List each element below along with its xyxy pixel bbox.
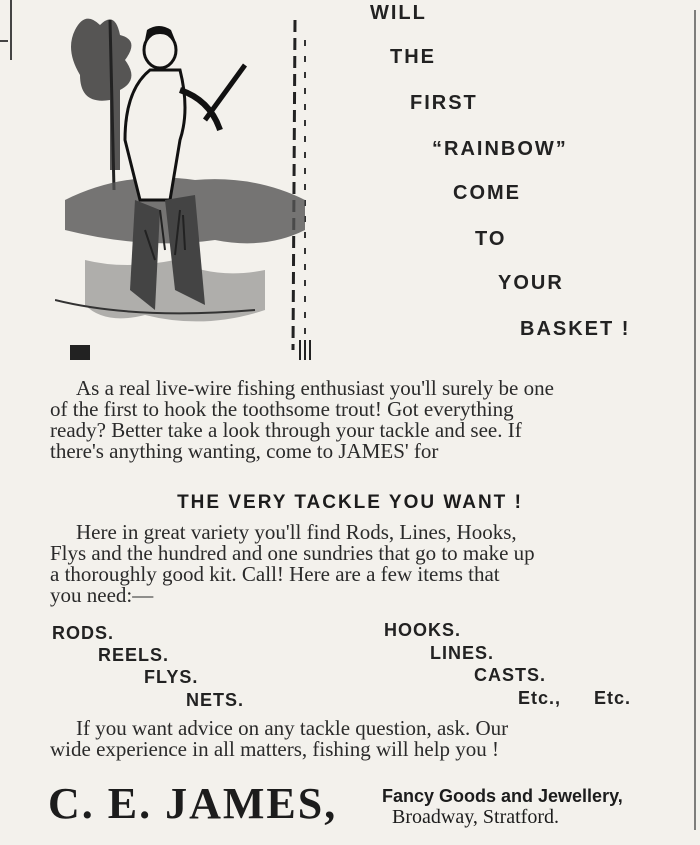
left-border-tick: [0, 40, 8, 42]
headline-word-your: YOUR: [498, 272, 564, 294]
item-etc-2: Etc.: [594, 688, 632, 708]
intro-line: there's anything wanting, come to JAMES' for: [50, 439, 439, 463]
item-nets: NETS.: [186, 690, 245, 710]
shop-name: C. E. JAMES,: [48, 779, 338, 828]
item-flys: FLYS.: [144, 667, 199, 687]
variety-paragraph: [50, 522, 672, 606]
variety-line: Here in great variety you'll find Rods, Lines, Hooks,: [76, 520, 517, 544]
headline-word-rainbow: “RAINBOW”: [432, 138, 568, 160]
subheading: THE VERY TACKLE YOU WANT !: [177, 492, 523, 513]
advice-paragraph: [50, 718, 672, 760]
variety-line: a thoroughly good kit. Call! Here are a few items that: [50, 562, 500, 586]
right-border-rule: [694, 10, 696, 830]
item-etc-1: Etc.,: [518, 688, 562, 708]
item-lines: LINES.: [430, 643, 495, 663]
headline-word-will: WILL: [370, 2, 427, 24]
shop-line-1: Fancy Goods and Jewellery,: [382, 786, 623, 806]
variety-line: you need:—: [50, 583, 154, 607]
left-border-rule: [10, 0, 12, 60]
fisherman-with-rod-icon: [55, 0, 325, 365]
variety-line: Flys and the hundred and one sundries that go to make up: [50, 541, 535, 565]
headline-word-first: FIRST: [410, 92, 478, 114]
advice-line: If you want advice on any tackle question, ask. Our: [76, 716, 509, 740]
headline-word-basket: BASKET !: [520, 318, 631, 340]
headline-word-to: TO: [475, 228, 507, 250]
item-hooks: HOOKS.: [384, 620, 462, 640]
intro-line: As a real live-wire fishing enthusiast you'll surely be one: [76, 376, 554, 400]
item-reels: REELS.: [98, 645, 170, 665]
item-rods: RODS.: [52, 623, 115, 643]
intro-line: ready? Better take a look through your tackle and see. If: [50, 418, 522, 442]
intro-paragraph: [50, 378, 672, 462]
advice-line: wide experience in all matters, fishing will help you !: [50, 737, 500, 761]
headline-word-come: COME: [453, 182, 521, 204]
headline-word-the: THE: [390, 46, 436, 68]
item-casts: CASTS.: [474, 665, 547, 685]
shop-address: Broadway, Stratford.: [392, 806, 559, 828]
intro-line: of the first to hook the toothsome trout! Got everything: [50, 397, 514, 421]
